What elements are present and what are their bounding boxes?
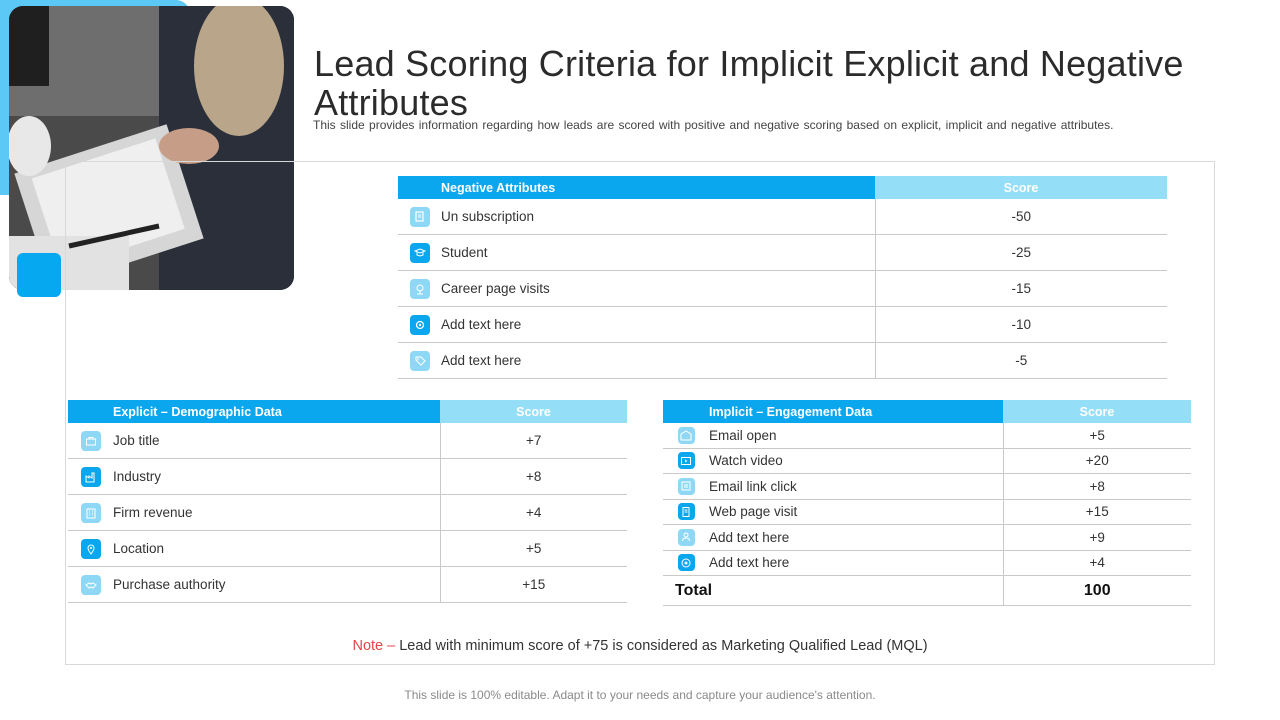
negative-score: -10 xyxy=(875,307,1167,343)
link-icon xyxy=(678,478,695,495)
unsubscribe-icon xyxy=(410,207,430,227)
negative-label: Add text here xyxy=(441,343,875,379)
negative-label: Un subscription xyxy=(441,199,875,235)
implicit-header-icon-cell xyxy=(663,400,709,423)
implicit-label: Watch video xyxy=(709,448,1003,474)
note-prefix: Note – xyxy=(352,638,396,654)
implicit-score: +20 xyxy=(1003,448,1191,474)
implicit-label: Add text here xyxy=(709,550,1003,576)
explicit-label: Location xyxy=(113,531,440,567)
graduation-cap-icon xyxy=(410,243,430,263)
table-row xyxy=(663,499,1191,525)
negative-attributes-table xyxy=(398,176,1167,379)
negative-score: -25 xyxy=(875,235,1167,271)
table-row xyxy=(68,531,627,567)
total-label: Total xyxy=(663,576,1003,606)
implicit-label: Add text here xyxy=(709,525,1003,551)
implicit-score: +9 xyxy=(1003,525,1191,551)
implicit-score: +4 xyxy=(1003,550,1191,576)
building-icon xyxy=(81,503,101,523)
note-text: Lead with minimum score of +75 is considered as Marketing Qualified Lead (MQL) xyxy=(395,638,928,654)
explicit-header: Explicit – Demographic Data xyxy=(113,400,440,423)
implicit-label: Email link click xyxy=(709,474,1003,500)
explicit-label: Firm revenue xyxy=(113,495,440,531)
handshake-icon xyxy=(81,575,101,595)
implicit-label: Email open xyxy=(709,423,1003,448)
page-title: Lead Scoring Criteria for Implicit Explicit and Negative Attributes xyxy=(314,43,1184,124)
negative-score-header: Score xyxy=(875,176,1167,199)
implicit-header: Implicit – Engagement Data xyxy=(709,400,1003,423)
note-line xyxy=(0,638,1280,654)
table-row xyxy=(68,567,627,603)
photo-corner-square xyxy=(17,253,61,297)
explicit-label: Job title xyxy=(113,423,440,459)
explicit-score: +8 xyxy=(440,459,627,495)
table-row xyxy=(398,199,1167,235)
table-row xyxy=(398,307,1167,343)
table-row xyxy=(663,423,1191,448)
page-subtitle: This slide provides information regarding how leads are scored with positive and negative scoring based on explicit, implicit and negative attributes. xyxy=(313,118,1114,132)
video-icon xyxy=(678,452,695,469)
career-icon xyxy=(410,279,430,299)
implicit-score: +15 xyxy=(1003,499,1191,525)
table-row xyxy=(398,271,1167,307)
implicit-score-header: Score xyxy=(1003,400,1191,423)
implicit-score: +8 xyxy=(1003,474,1191,500)
tag-icon xyxy=(410,351,430,371)
explicit-score-header: Score xyxy=(440,400,627,423)
table-row xyxy=(663,525,1191,551)
people-icon xyxy=(678,529,695,546)
explicit-score: +15 xyxy=(440,567,627,603)
implicit-engagement-table xyxy=(663,400,1191,606)
negative-score: -5 xyxy=(875,343,1167,379)
footer-text: This slide is 100% editable. Adapt it to your needs and capture your audience's attention. xyxy=(404,688,876,702)
implicit-score: +5 xyxy=(1003,423,1191,448)
negative-score: -50 xyxy=(875,199,1167,235)
table-row xyxy=(663,550,1191,576)
table-row xyxy=(68,495,627,531)
web-page-icon xyxy=(678,503,695,520)
implicit-label: Web page visit xyxy=(709,499,1003,525)
explicit-score: +4 xyxy=(440,495,627,531)
explicit-label: Industry xyxy=(113,459,440,495)
negative-header-icon-cell xyxy=(398,176,441,199)
table-row xyxy=(68,459,627,495)
negative-header: Negative Attributes xyxy=(441,176,875,199)
explicit-demographic-table xyxy=(68,400,627,603)
location-pin-icon xyxy=(81,539,101,559)
explicit-score: +5 xyxy=(440,531,627,567)
email-open-icon xyxy=(678,427,695,444)
factory-icon xyxy=(81,467,101,487)
table-row xyxy=(398,343,1167,379)
table-row xyxy=(398,235,1167,271)
negative-label: Career page visits xyxy=(441,271,875,307)
negative-label: Add text here xyxy=(441,307,875,343)
total-row xyxy=(663,576,1191,606)
briefcase-icon xyxy=(81,431,101,451)
gear-icon xyxy=(410,315,430,335)
table-row xyxy=(68,423,627,459)
negative-score: -15 xyxy=(875,271,1167,307)
table-row xyxy=(663,448,1191,474)
table-row xyxy=(663,474,1191,500)
target-icon xyxy=(678,554,695,571)
explicit-label: Purchase authority xyxy=(113,567,440,603)
explicit-score: +7 xyxy=(440,423,627,459)
explicit-header-icon-cell xyxy=(68,400,113,423)
negative-label: Student xyxy=(441,235,875,271)
total-value: 100 xyxy=(1003,576,1191,606)
